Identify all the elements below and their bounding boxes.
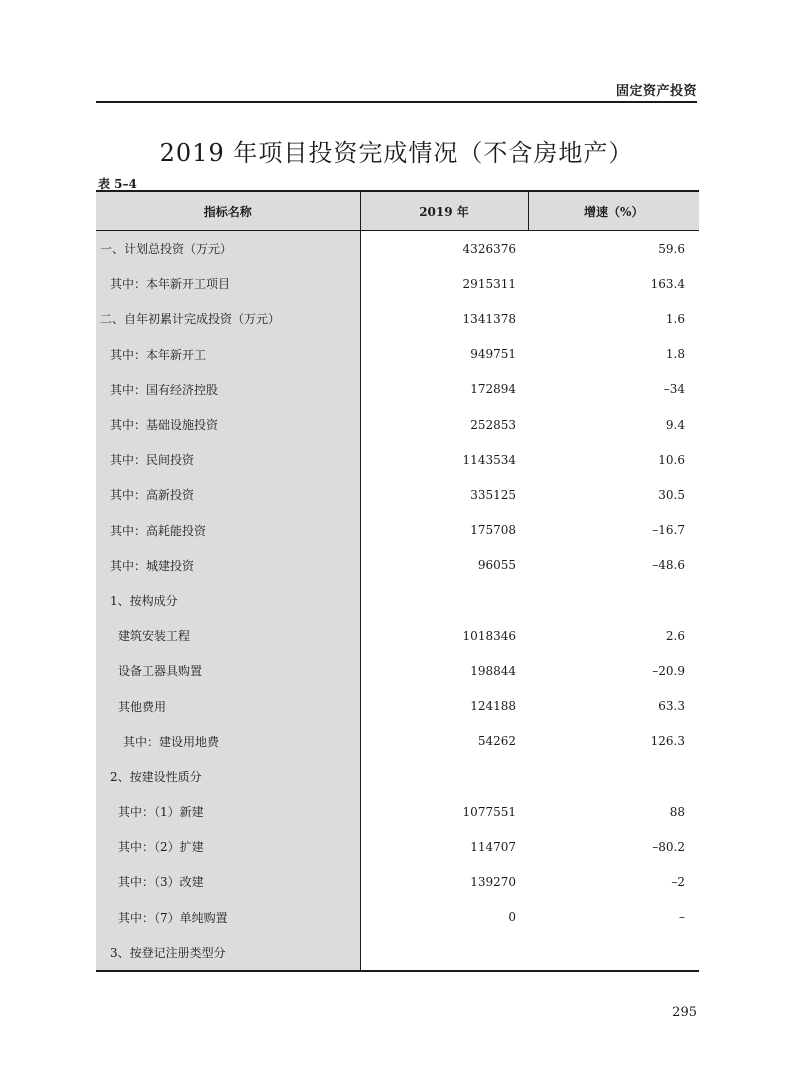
table-row (96, 266, 699, 301)
table-row (96, 935, 699, 971)
value-2019: 139270 (470, 874, 516, 889)
growth-rate (528, 759, 699, 794)
indicator-name: 建筑安装工程 (96, 618, 360, 653)
table-row (96, 513, 699, 548)
value-2019: 1018346 (462, 628, 516, 643)
indicator-name: 其中：（2）扩建 (96, 829, 360, 864)
table-row (96, 548, 699, 583)
indicator-name: 1、按构成分 (96, 583, 360, 618)
growth-rate: 59.6 (658, 241, 685, 256)
table-row (96, 864, 699, 899)
growth-rate (528, 583, 699, 618)
growth-rate: –34 (663, 382, 685, 397)
table-row (96, 442, 699, 477)
table-row (96, 794, 699, 829)
indicator-name: 其中：本年新开工项目 (96, 266, 360, 301)
indicator-name: 其中：基础设施投资 (96, 407, 360, 442)
table-header-row (96, 191, 699, 231)
growth-rate: 1.6 (665, 311, 685, 326)
table-row (96, 477, 699, 512)
value-2019: 198844 (470, 663, 516, 678)
table-number: 表 5–4 (98, 177, 137, 191)
data-table-container (96, 190, 699, 972)
value-2019: 172894 (470, 382, 516, 397)
indicator-name: 其中：建设用地费 (96, 724, 360, 759)
growth-rate: 30.5 (658, 487, 685, 502)
column-header-indicator: 指标名称 (96, 191, 360, 231)
indicator-name: 其中：高新投资 (96, 477, 360, 512)
value-2019: 252853 (470, 417, 516, 432)
value-2019: 114707 (470, 839, 516, 854)
table-row (96, 829, 699, 864)
growth-rate: 163.4 (650, 276, 685, 291)
value-2019: 949751 (470, 347, 516, 362)
table-row (96, 301, 699, 336)
indicator-name: 其中：国有经济控股 (96, 372, 360, 407)
value-2019: 175708 (470, 523, 516, 538)
value-2019 (360, 583, 528, 618)
page-number: 295 (672, 1005, 697, 1020)
growth-rate: 63.3 (658, 699, 685, 714)
indicator-name: 其中：（3）改建 (96, 864, 360, 899)
table-row (96, 407, 699, 442)
value-2019: 2915311 (462, 276, 516, 291)
indicator-name: 其中：高耗能投资 (96, 513, 360, 548)
growth-rate: 1.8 (665, 347, 685, 362)
table-row (96, 653, 699, 688)
indicator-name: 其他费用 (96, 688, 360, 723)
growth-rate (528, 935, 699, 971)
indicator-name: 其中：本年新开工 (96, 337, 360, 372)
growth-rate: 9.4 (665, 417, 685, 432)
indicator-name: 设备工器具购置 (96, 653, 360, 688)
indicator-name: 其中：（7）单纯购置 (96, 900, 360, 935)
growth-rate: 126.3 (650, 734, 685, 749)
growth-rate: –48.6 (652, 558, 685, 573)
table-row (96, 724, 699, 759)
value-2019: 1341378 (462, 311, 516, 326)
column-header-growth: 增速（%） (528, 191, 699, 231)
growth-rate: –16.7 (652, 523, 685, 538)
indicator-name: 其中：城建投资 (96, 548, 360, 583)
growth-rate: 10.6 (658, 452, 685, 467)
value-2019 (360, 759, 528, 794)
value-2019: 96055 (477, 558, 516, 573)
table-row (96, 900, 699, 935)
value-2019: 4326376 (462, 241, 516, 256)
value-2019: 0 (508, 910, 516, 925)
table-row (96, 583, 699, 618)
growth-rate: – (679, 910, 685, 925)
column-header-2019: 2019 年 (360, 191, 528, 231)
growth-rate: –2 (671, 874, 685, 889)
header-rule (96, 101, 697, 103)
value-2019 (360, 935, 528, 971)
indicator-name: 2、按建设性质分 (96, 759, 360, 794)
value-2019: 1077551 (462, 804, 516, 819)
section-label: 固定资产投资 (615, 84, 697, 99)
table-body (96, 231, 699, 971)
indicator-name: 其中：（1）新建 (96, 794, 360, 829)
table-row (96, 231, 699, 267)
value-2019: 54262 (477, 734, 516, 749)
indicator-name: 一、计划总投资（万元） (96, 231, 360, 267)
growth-rate: 88 (669, 804, 685, 819)
table-row (96, 337, 699, 372)
growth-rate: –20.9 (652, 663, 685, 678)
page-title: 2019 年项目投资完成情况（不含房地产） (159, 139, 634, 167)
table-row (96, 618, 699, 653)
growth-rate: –80.2 (652, 839, 685, 854)
indicator-name: 二、自年初累计完成投资（万元） (96, 301, 360, 336)
investment-table (96, 190, 699, 972)
growth-rate: 2.6 (665, 628, 685, 643)
value-2019: 335125 (470, 487, 516, 502)
table-row (96, 688, 699, 723)
indicator-name: 其中：民间投资 (96, 442, 360, 477)
value-2019: 1143534 (462, 452, 516, 467)
table-row (96, 372, 699, 407)
table-row (96, 759, 699, 794)
value-2019: 124188 (470, 699, 516, 714)
indicator-name: 3、按登记注册类型分 (96, 935, 360, 971)
